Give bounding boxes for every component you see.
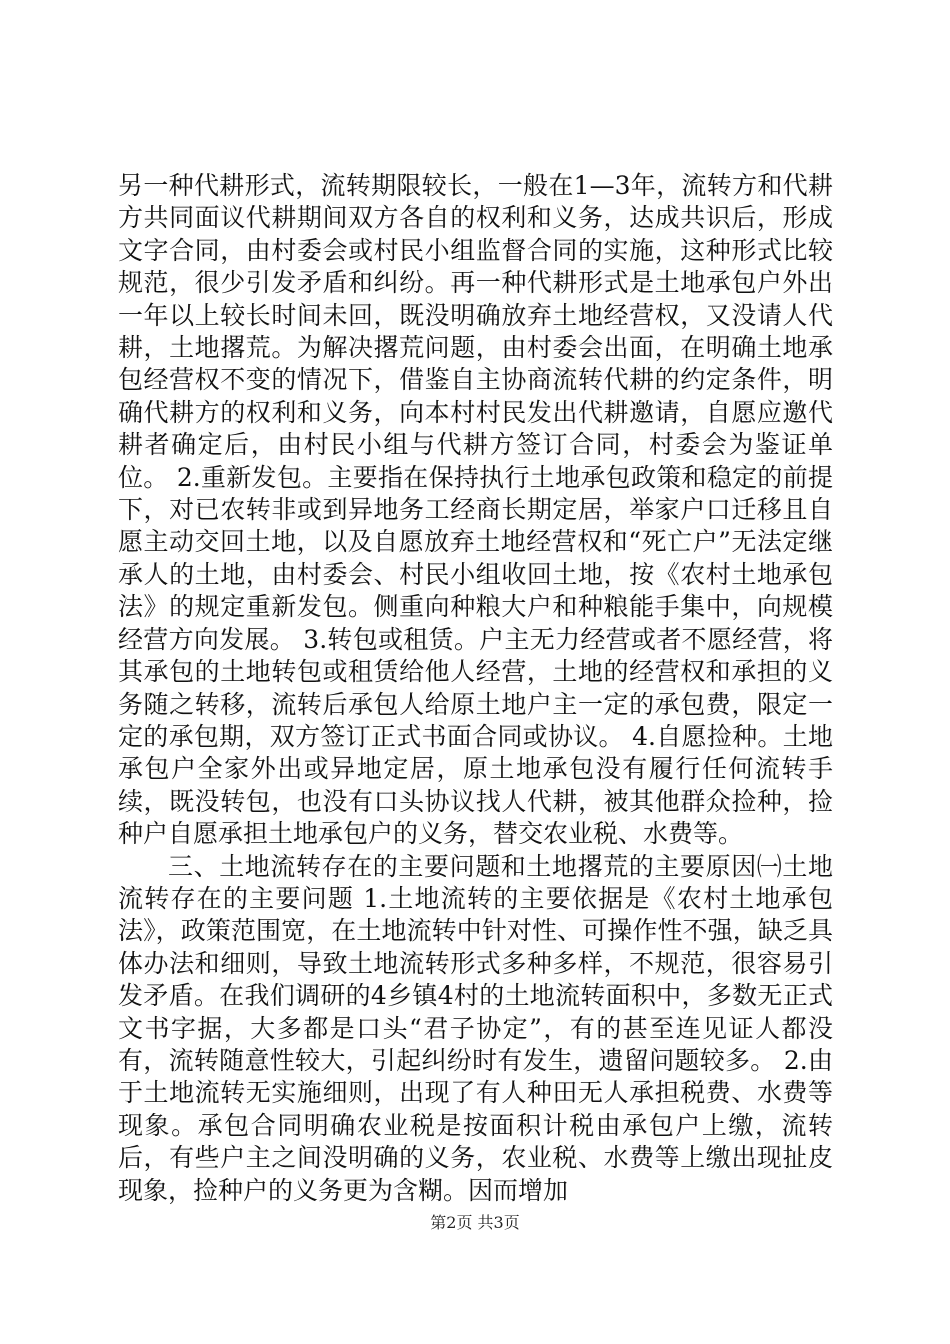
document-body xyxy=(118,170,833,1207)
paragraph-main-problems: 三、土地流转存在的主要问题和土地撂荒的主要原因㈠土地流转存在的主要问题 1.土地流转的主要依据是《农村土地承包法》，政策范围宽，在土地流转中针对性、可操作性不强，缺乏具体办法和细则，导致土地流转形式多种多样，不规范，很容易引发矛盾。在我们调研的4乡镇4村的土地流转面积中，多数无正式文书字据，大多都是口头“君子协定”，有的甚至连见证人都没有，流转随意性较大，引起纠纷时有发生，遗留问题较多。 2.由于土地流转无实施细则，出现了有人种田无人承担税费、水费等现象。承包合同明确农业税是按面积计税由承包户上缴，流转后，有些户主之间没明确的义务，农业税、水费等上缴出现扯皮现象，捡种户的义务更为含糊。因而增加 xyxy=(118,851,833,1205)
paragraph-land-transfer-forms: 另一种代耕形式，流转期限较长，一般在1—3年，流转方和代耕方共同面议代耕期间双方各自的权利和义务，达成共识后，形成文字合同，由村委会或村民小组监督合同的实施，这种形式比较规范，很少引发矛盾和纠纷。再一种代耕形式是土地承包户外出一年以上较长时间未回，既没明确放弃土地经营权，又没请人代耕，土地撂荒。为解决撂荒问题，由村委会出面，在明确土地承包经营权不变的情况下，借鉴自主协商流转代耕的约定条件，明确代耕方的权利和义务，向本村村民发出代耕邀请，自愿应邀代耕者确定后，由村民小组与代耕方签订合同，村委会为鉴证单位。 2.重新发包。主要指在保持执行土地承包政策和稳定的前提下，对已农转非或到异地务工经商长期定居，举家户口迁移且自愿主动交回土地，以及自愿放弃土地经营权和“死亡户”无法定继承人的土地，由村委会、村民小组收回土地，按《农村土地承包法》的规定重新发包。侧重向种粮大户和种粮能手集中，向规模经营方向发展。 3.转包或租赁。户主无力经营或者不愿经营，将其承包的土地转包或租赁给他人经营，土地的经营权和承担的义务随之转移，流转后承包人给原土地户主一定的承包费，限定一定的承包期，双方签订正式书面合同或协议。 4.自愿捡种。土地承包户全家外出或异地定居，原土地承包没有履行任何流转手续，既没转包，也没有口头协议找人代耕，被其他群众捡种，捡种户自愿承担土地承包户的义务，替交农业税、水费等。 xyxy=(118,171,833,849)
page-number-footer: 第2页 共3页 xyxy=(430,1213,520,1232)
